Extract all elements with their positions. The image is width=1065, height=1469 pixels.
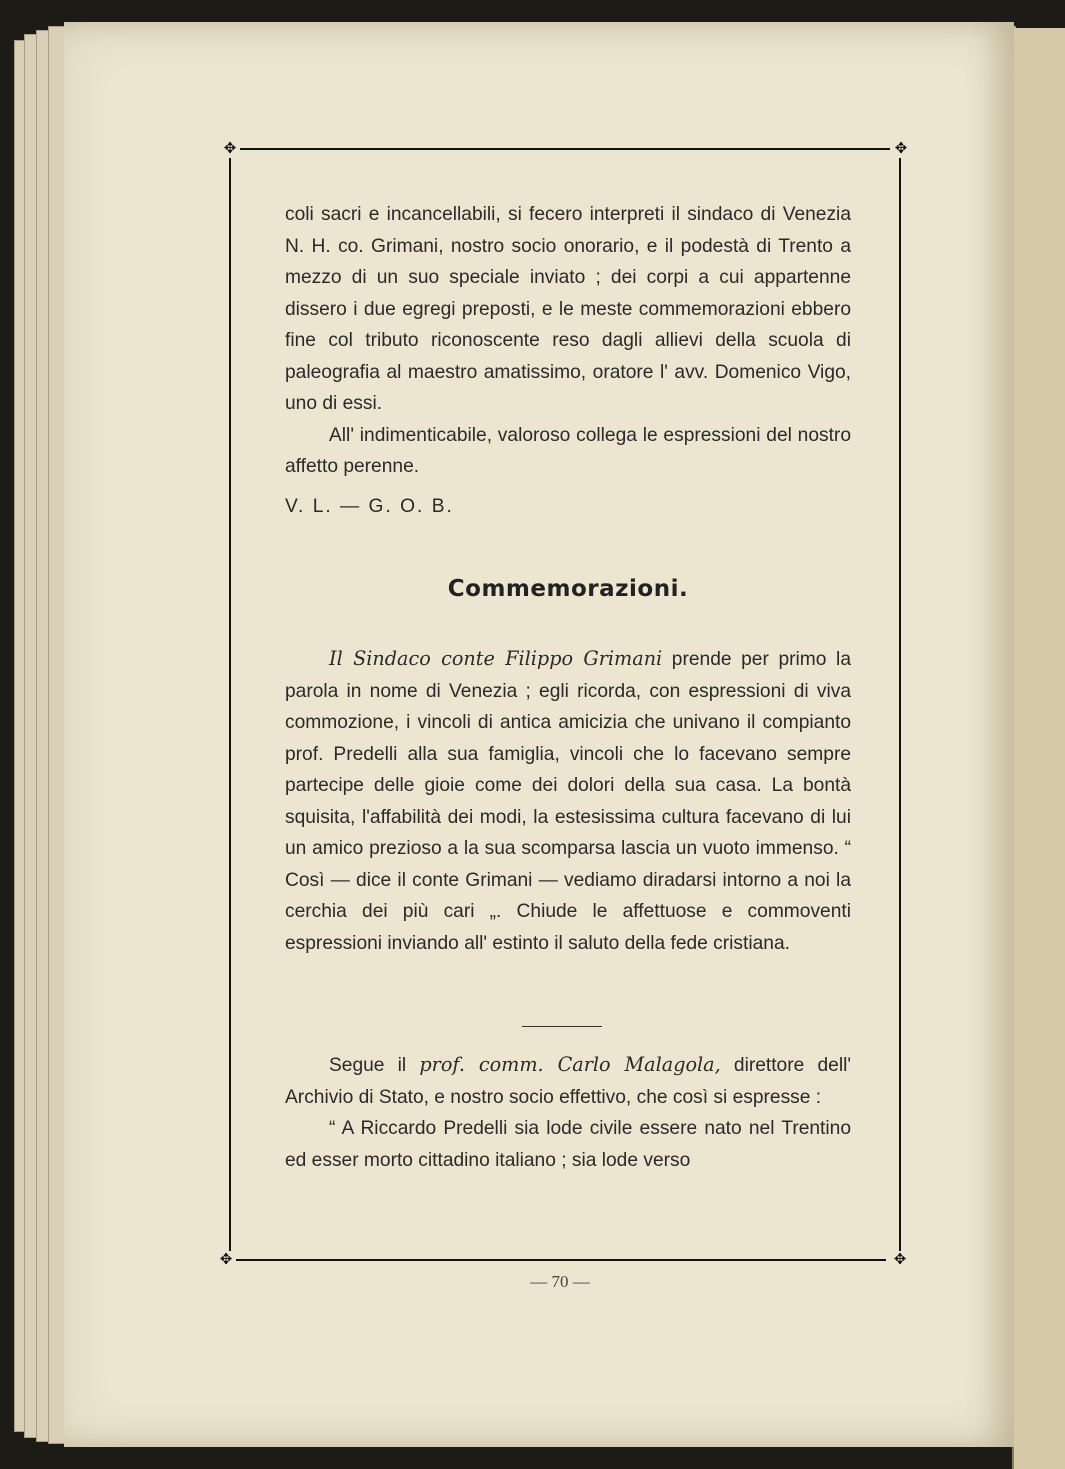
speaker-name: Il Sindaco conte Filippo Grimani [329, 647, 663, 670]
frame-bottom-rule [236, 1259, 886, 1261]
frame-top-rule [240, 148, 890, 150]
corner-ornament-icon: ✥ [219, 1250, 233, 1268]
paragraph-text: prende per primo la parola in nome di Venezia ; egli ricorda, con espressioni di viva commozione, i vincoli di antica amicizia che univano il compianto prof. Predelli alla sua famiglia, vincoli che lo facevano sempre partecipe delle gioie come dei dolori della sua casa. La bontà squisita, l'affabilità dei modi, la estesissima cultura facevano di lui un amico prezioso a la sua scomparsa lascia un vuoto immenso. “ Così — dice il conte Grimani — vediamo diradarsi intorno a noi la cerchia dei più cari „. Chiude le affettuose e commoventi espressioni inviando all' estinto il saluto della fede cristiana. [285, 649, 851, 954]
quote-paragraph: “ A Riccardo Predelli sia lode civile essere nato nel Trentino ed esser morto cittadino italiano ; sia lode verso [285, 1118, 851, 1171]
speaker-name: prof. comm. Carlo Malagola, [419, 1053, 721, 1076]
text-block-middle [285, 643, 851, 959]
text-block-bottom [285, 1049, 851, 1176]
corner-ornament-icon: ✥ [893, 1250, 907, 1268]
section-divider [522, 1026, 602, 1027]
paragraph [285, 643, 851, 959]
section-heading: Commemorazioni. [447, 576, 689, 602]
paragraph [285, 1049, 851, 1113]
paragraph-text: direttore dell' Archivio di Stato, e nostro socio effettivo, che così si espresse : [285, 1055, 852, 1108]
signature: V. L. — G. O. B. [285, 495, 454, 517]
paragraph: coli sacri e incancellabili, si fecero interpreti il sindaco di Venezia N. H. co. Grimani, nostro socio onorario, e il podestà di Trento a mezzo di un suo speciale inviato ; dei corpi a cui appartenne dissero i due egregi preposti, e le meste commemorazioni ebbero fine col tributo riconoscente reso dagli allievi della scuola di paleografia al maestro amatissimo, oratore l' avv. Domenico Vigo, uno di essi. [285, 204, 851, 414]
corner-ornament-icon: ✥ [894, 139, 908, 157]
paragraph-text: Segue il [329, 1055, 420, 1076]
text-block-top [285, 199, 851, 522]
frame-right-rule [899, 158, 901, 1251]
paragraph: All' indimenticabile, valoroso collega le espressioni del nostro affetto perenne. [285, 424, 851, 477]
corner-ornament-icon: ✥ [223, 139, 237, 157]
page-number: — 70 — [530, 1272, 590, 1291]
frame-left-rule [229, 158, 231, 1251]
adjacent-page [1012, 28, 1065, 1469]
